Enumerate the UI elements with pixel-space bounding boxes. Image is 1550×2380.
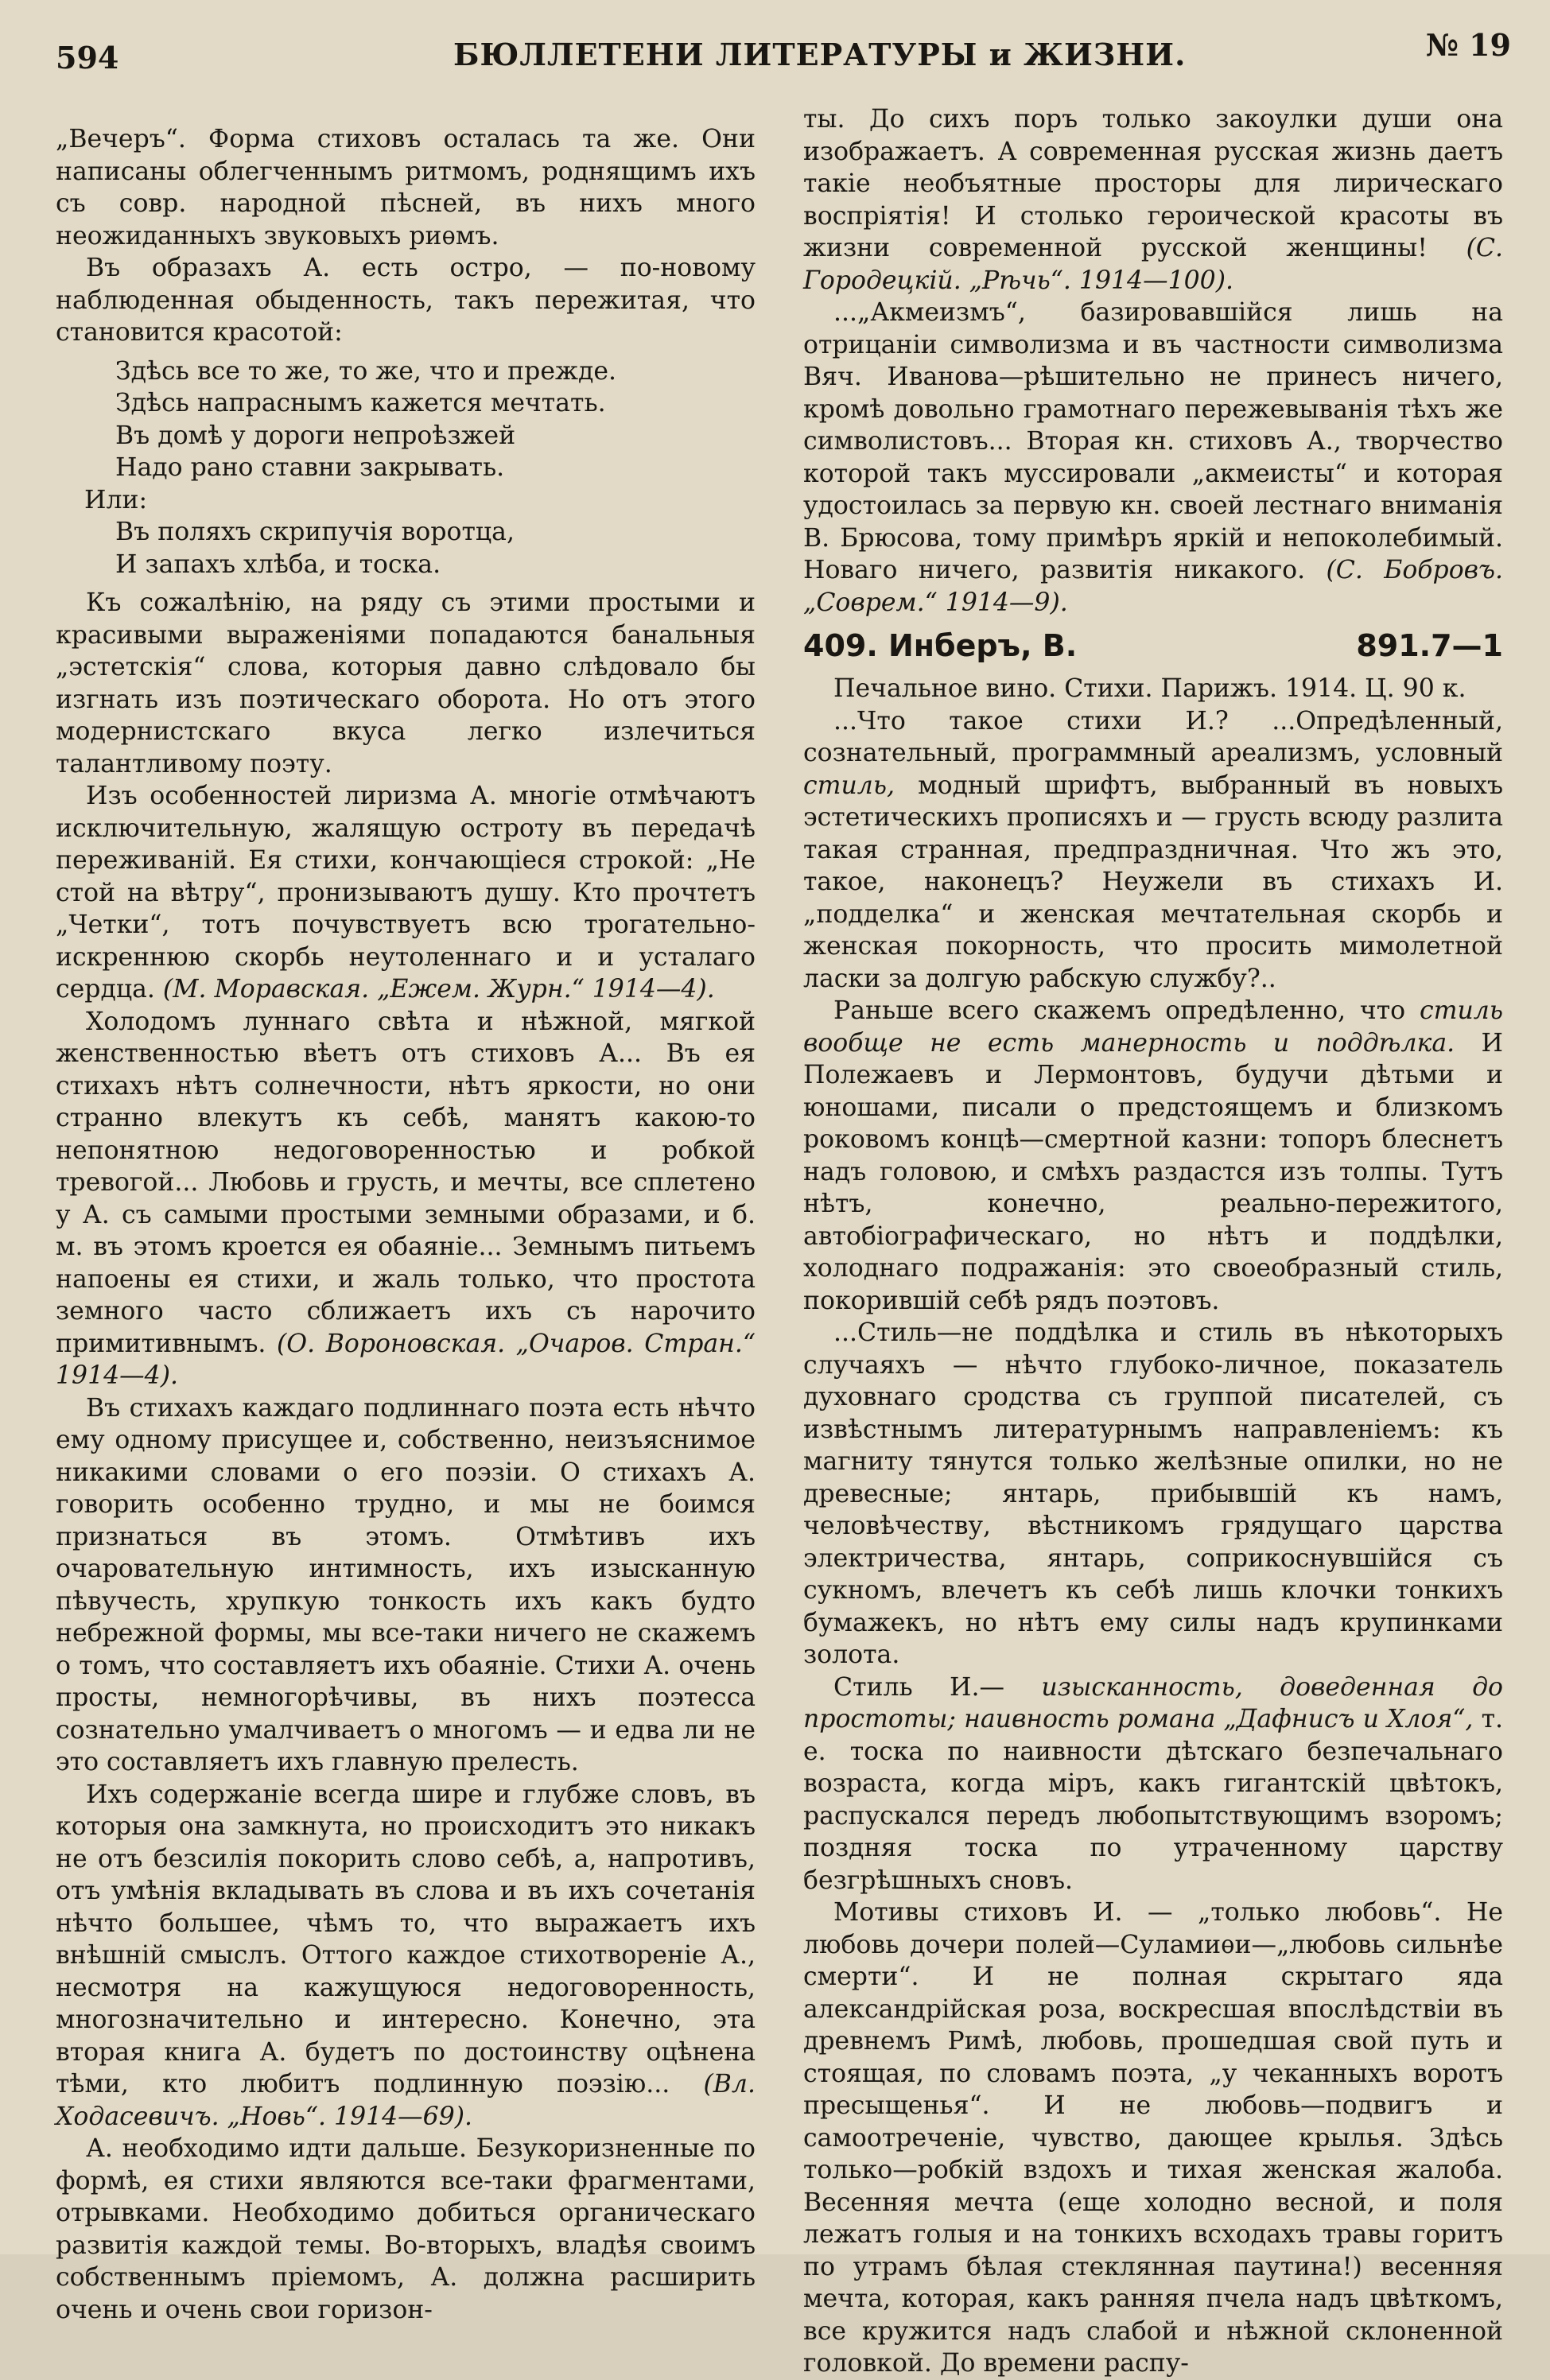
poem-quote — [56, 355, 756, 581]
entry-number-author: 409. Инберъ, В. — [803, 628, 1078, 663]
paragraph-text: т. е. тоска по наивности дѣтскаго безпечальнаго возраста, когда міръ, какъ гигантскій цвѣтокъ, распускался передъ любопытствующимъ взоромъ; поздняя тоска по утраченному царству безгрѣшныхъ сновъ. — [803, 1705, 1504, 1895]
poem-line: Здѣсь все то же, то же, что и прежде. — [115, 356, 617, 386]
paragraph — [803, 995, 1503, 1317]
poem-line: Въ поляхъ скрипучія воротца, — [115, 518, 515, 546]
running-title: БЮЛЛЕТЕНИ ЛИТЕРАТУРЫ и ЖИЗНИ. — [453, 37, 1187, 72]
paragraph: Въ образахъ А. есть остро, — по-новому наблюденная обыденность, такъ пережитая, что становится красотой: — [56, 254, 756, 347]
paragraph — [56, 780, 756, 1006]
paragraph: „Вечеръ“. Форма стиховъ осталась та же. Они написаны облегченнымъ ритмомъ, роднящимъ ихъ съ совр. народной пѣсней, въ нихъ много неожиданныхъ звуковыхъ риѳмъ. — [56, 125, 756, 250]
left-column — [56, 123, 756, 2326]
citation: (О. Вороновская. „Очаров. Стран.“ 1914—4). — [56, 1329, 756, 1390]
emphasis: стиль вообще не есть манерность и поддѣлка. — [803, 996, 1503, 1058]
paragraph: ...Стиль—не поддѣлка и стиль въ нѣкоторыхъ случаяхъ — нѣчто глубоко-личное, показатель духовнаго сродства съ группой писателей, съ извѣстнымъ литературнымъ направленіемъ: къ магниту тянутся только желѣзные опилки, но не древесные; янтарь, прибывшій къ намъ, человѣчеству, вѣстникомъ грядущаго царства электричества, янтарь, соприкоснувшійся съ сукномъ, влечетъ къ себѣ лишь клочки тонкихъ бумажекъ, но нѣтъ ему силы надъ крупинками золота. — [803, 1318, 1503, 1669]
poem-line: Здѣсь напраснымъ кажется мечтать. — [115, 389, 606, 417]
citation: (С. Городецкій. „Рѣчь“. 1914—100). — [803, 234, 1504, 295]
paragraph-text: ...„Акмеизмъ“, базировавшійся лишь на отрицаніи символизма и въ частности символизма Вяч. Иванова—рѣшительно не принесъ ничего, кромѣ довольно грамотнаго пережевыванія тѣхъ же символистовъ... Вторая кн. стиховъ А., творчество которой такъ муссировали „акмеисты“ и которая удостоилась за первую кн. своей лестнаго вниманія В. Брюсова, тому примѣръ яркій и непоколебимый. Новаго ничего, развитія никакого. — [803, 298, 1503, 584]
issue-number: № 19 — [1425, 27, 1511, 63]
citation: (М. Моравская. „Ежем. Журн.“ 1914—4). — [162, 975, 715, 1004]
paragraph: Къ сожалѣнію, на ряду съ этими простыми и красивыми выраженіями попадаются банальныя „эстетскія“ слова, которыя давно слѣдовало бы изгнать изъ поэтическаго оборота. Но отъ этого модернистскаго вкуса легко излечиться талантливому поэту. — [56, 588, 756, 778]
paragraph-text: Раньше всего скажемъ опредѣленно, что — [833, 996, 1406, 1025]
poem-line: Надо рано ставни закрывать. — [115, 453, 505, 482]
poem-connector: Или: — [84, 485, 148, 514]
paragraph-text: И Полежаевъ и Лермонтовъ, будучи дѣтьми и юношами, писали о предстоящемъ и близкомъ роковомъ концѣ—смертной казни: топоръ блеснетъ надъ головою, и смѣхъ раздастся изъ толпы. Тутъ нѣтъ, конечно, реально-пережитого, автобіографическаго, но нѣтъ и поддѣлки, холоднаго подражанія: это своеобразный стиль, покорившій себѣ рядъ поэтовъ. — [803, 1028, 1503, 1315]
classification-code: 891.7—1 — [1356, 628, 1503, 663]
paragraph — [803, 297, 1503, 619]
right-column — [803, 103, 1503, 2380]
page-header — [56, 22, 1511, 78]
paragraph-text: Ихъ содержаніе всегда шире и глубже словъ, въ которыя она замкнута, но происходитъ это никакъ не отъ безсилія покорить слово себѣ, а, напротивъ, отъ умѣнія вкладывать въ слова и въ ихъ сочетанія нѣчто большее, чѣмъ то, что выражаетъ ихъ внѣшній смыслъ. Оттого каждое стихотвореніе А., несмотря на кажущуюся недоговоренность, многозначительно и интересно. Конечно, эта вторая книга А. будетъ по достоинству оцѣнена тѣми, кто любитъ подлинную поэзію... — [56, 1780, 756, 2099]
paragraph-text: Холодомъ луннаго свѣта и нѣжной, мягкой женственностью вѣетъ отъ стиховъ А... Въ ея стихахъ нѣтъ солнечности, нѣтъ яркости, но они странно влекутъ къ себѣ, манятъ какою-то непонятною недоговоренностью и робкой тревогой... Любовь и грусть, и мечты, все сплетено у А. съ самыми простыми земными образами, и б. м. въ этомъ кроется ея обаяніе... Земнымъ питьемъ напоены ея стихи, и жаль только, что простота земного часто сближаетъ ихъ съ нарочито примитивнымъ. — [56, 1007, 756, 1358]
paragraph-text: ...Что такое стихи И.? ...Опредѣленный, сознательный, программный ареализмъ, условный — [803, 706, 1503, 767]
citation: (Вл. Ходасевичъ. „Новь“. 1914—69). — [56, 2070, 756, 2131]
paragraph — [56, 1006, 756, 1392]
emphasis: стиль, — [803, 771, 895, 800]
poem-line: И запахъ хлѣба, и тоска. — [115, 549, 441, 579]
poem-line: Въ домѣ у дороги непроѣзжей — [115, 421, 516, 450]
entry-description: Печальное вино. Стихи. Парижъ. 1914. Ц. 90 к. — [833, 674, 1466, 703]
paragraph: Мотивы стиховъ И. — „только любовь“. Не любовь дочери полей—Суламиѳи—„любовь сильнѣе смерти“. И не полная скрытаго яда александрійская роза, воскресшая впослѣдствіи въ древнемъ Римѣ, любовь, прошедшая свой путь и стоящая, по словамъ поэта, „у чеканныхъ воротъ пресыщенья“. И не любовь—подвигъ и самоотреченіе, чувство, дающее крылья. Здѣсь только—робкій вздохъ и тихая женская жалоба. Весенняя мечта (еще холодно весной, и поля лежатъ голыя и на тонкихъ всходахъ травы горитъ по утрамъ бѣлая стеклянная паутина!) весенняя мечта, которая, какъ ранняя пчела надъ цвѣткомъ, все кружится надъ слабой и нѣжной склоненной головкой. До времени распу- — [803, 1898, 1503, 2378]
paragraph-text: Изъ особенностей лиризма А. многіе отмѣчаютъ исключительную, жалящую остроту въ передачѣ переживаній. Ея стихи, кончающіеся строкой: „Не стой на вѣтру“, пронизываютъ душу. Кто прочтетъ „Четки“, тотъ почувствуетъ всю трогательно-искреннюю скорбь неутоленнаго и и усталаго сердца. — [56, 782, 756, 1004]
emphasis: изысканность, доведенная до простоты; наивность романа „Дафнисъ и Хлоя“, — [803, 1672, 1504, 1734]
paragraph: А. необходимо идти дальше. Безукоризненные по формѣ, ея стихи являются все-таки фрагментами, отрывками. Необходимо добиться органическаго развитія каждой темы. Во-вторыхъ, владѣя своимъ собственнымъ пріемомъ, А. должна расширить очень и очень свои горизон- — [56, 2134, 756, 2324]
citation: (С. Бобровъ. „Соврем.“ 1914—9). — [803, 556, 1504, 617]
paragraph: Въ стихахъ каждаго подлиннаго поэта есть нѣчто ему одному присущее и, собственно, неизъяснимое никакими словами о его поэзіи. О стихахъ А. говорить особенно трудно, и мы не боимся признаться въ этомъ. Отмѣтивъ ихъ очаровательную интимность, ихъ изысканную пѣвучесть, хрупкую тонкость ихъ какъ будто небрежной формы, мы все-таки ничего не скажемъ о томъ, что составляетъ ихъ обаяніе. Стихи А. очень просты, немногорѣчивы, въ нихъ поэтесса сознательно умалчиваетъ о многомъ — и едва ли не это составляетъ ихъ главную прелесть. — [56, 1393, 756, 1776]
paragraph — [56, 1779, 756, 2133]
paragraph-text: Стиль И.— — [833, 1672, 1004, 1702]
paragraph — [803, 103, 1503, 297]
entry-heading — [803, 630, 1503, 666]
paragraph — [803, 1671, 1503, 1897]
paragraph-text: модный шрифтъ, выбранный въ новыхъ эстетическихъ прописяхъ и — грусть всюду разлита такая странная, предпраздничная. Что жъ это, такое, наконецъ? Неужели въ стихахъ И. „подделка“ и женская мечтательная скорбь и женская покорность, что просить мимолетной ласки за долгую рабскую службу?.. — [803, 771, 1504, 993]
paragraph — [803, 705, 1503, 996]
page-number: 594 — [56, 40, 119, 76]
paragraph-text: ты. До сихъ поръ только закоулки души она изображаетъ. А современная русская жизнь даетъ такіе необъятные просторы для лирическаго воспріятія! И столько героической красоты въ жизни современной русской женщины! — [803, 105, 1503, 262]
